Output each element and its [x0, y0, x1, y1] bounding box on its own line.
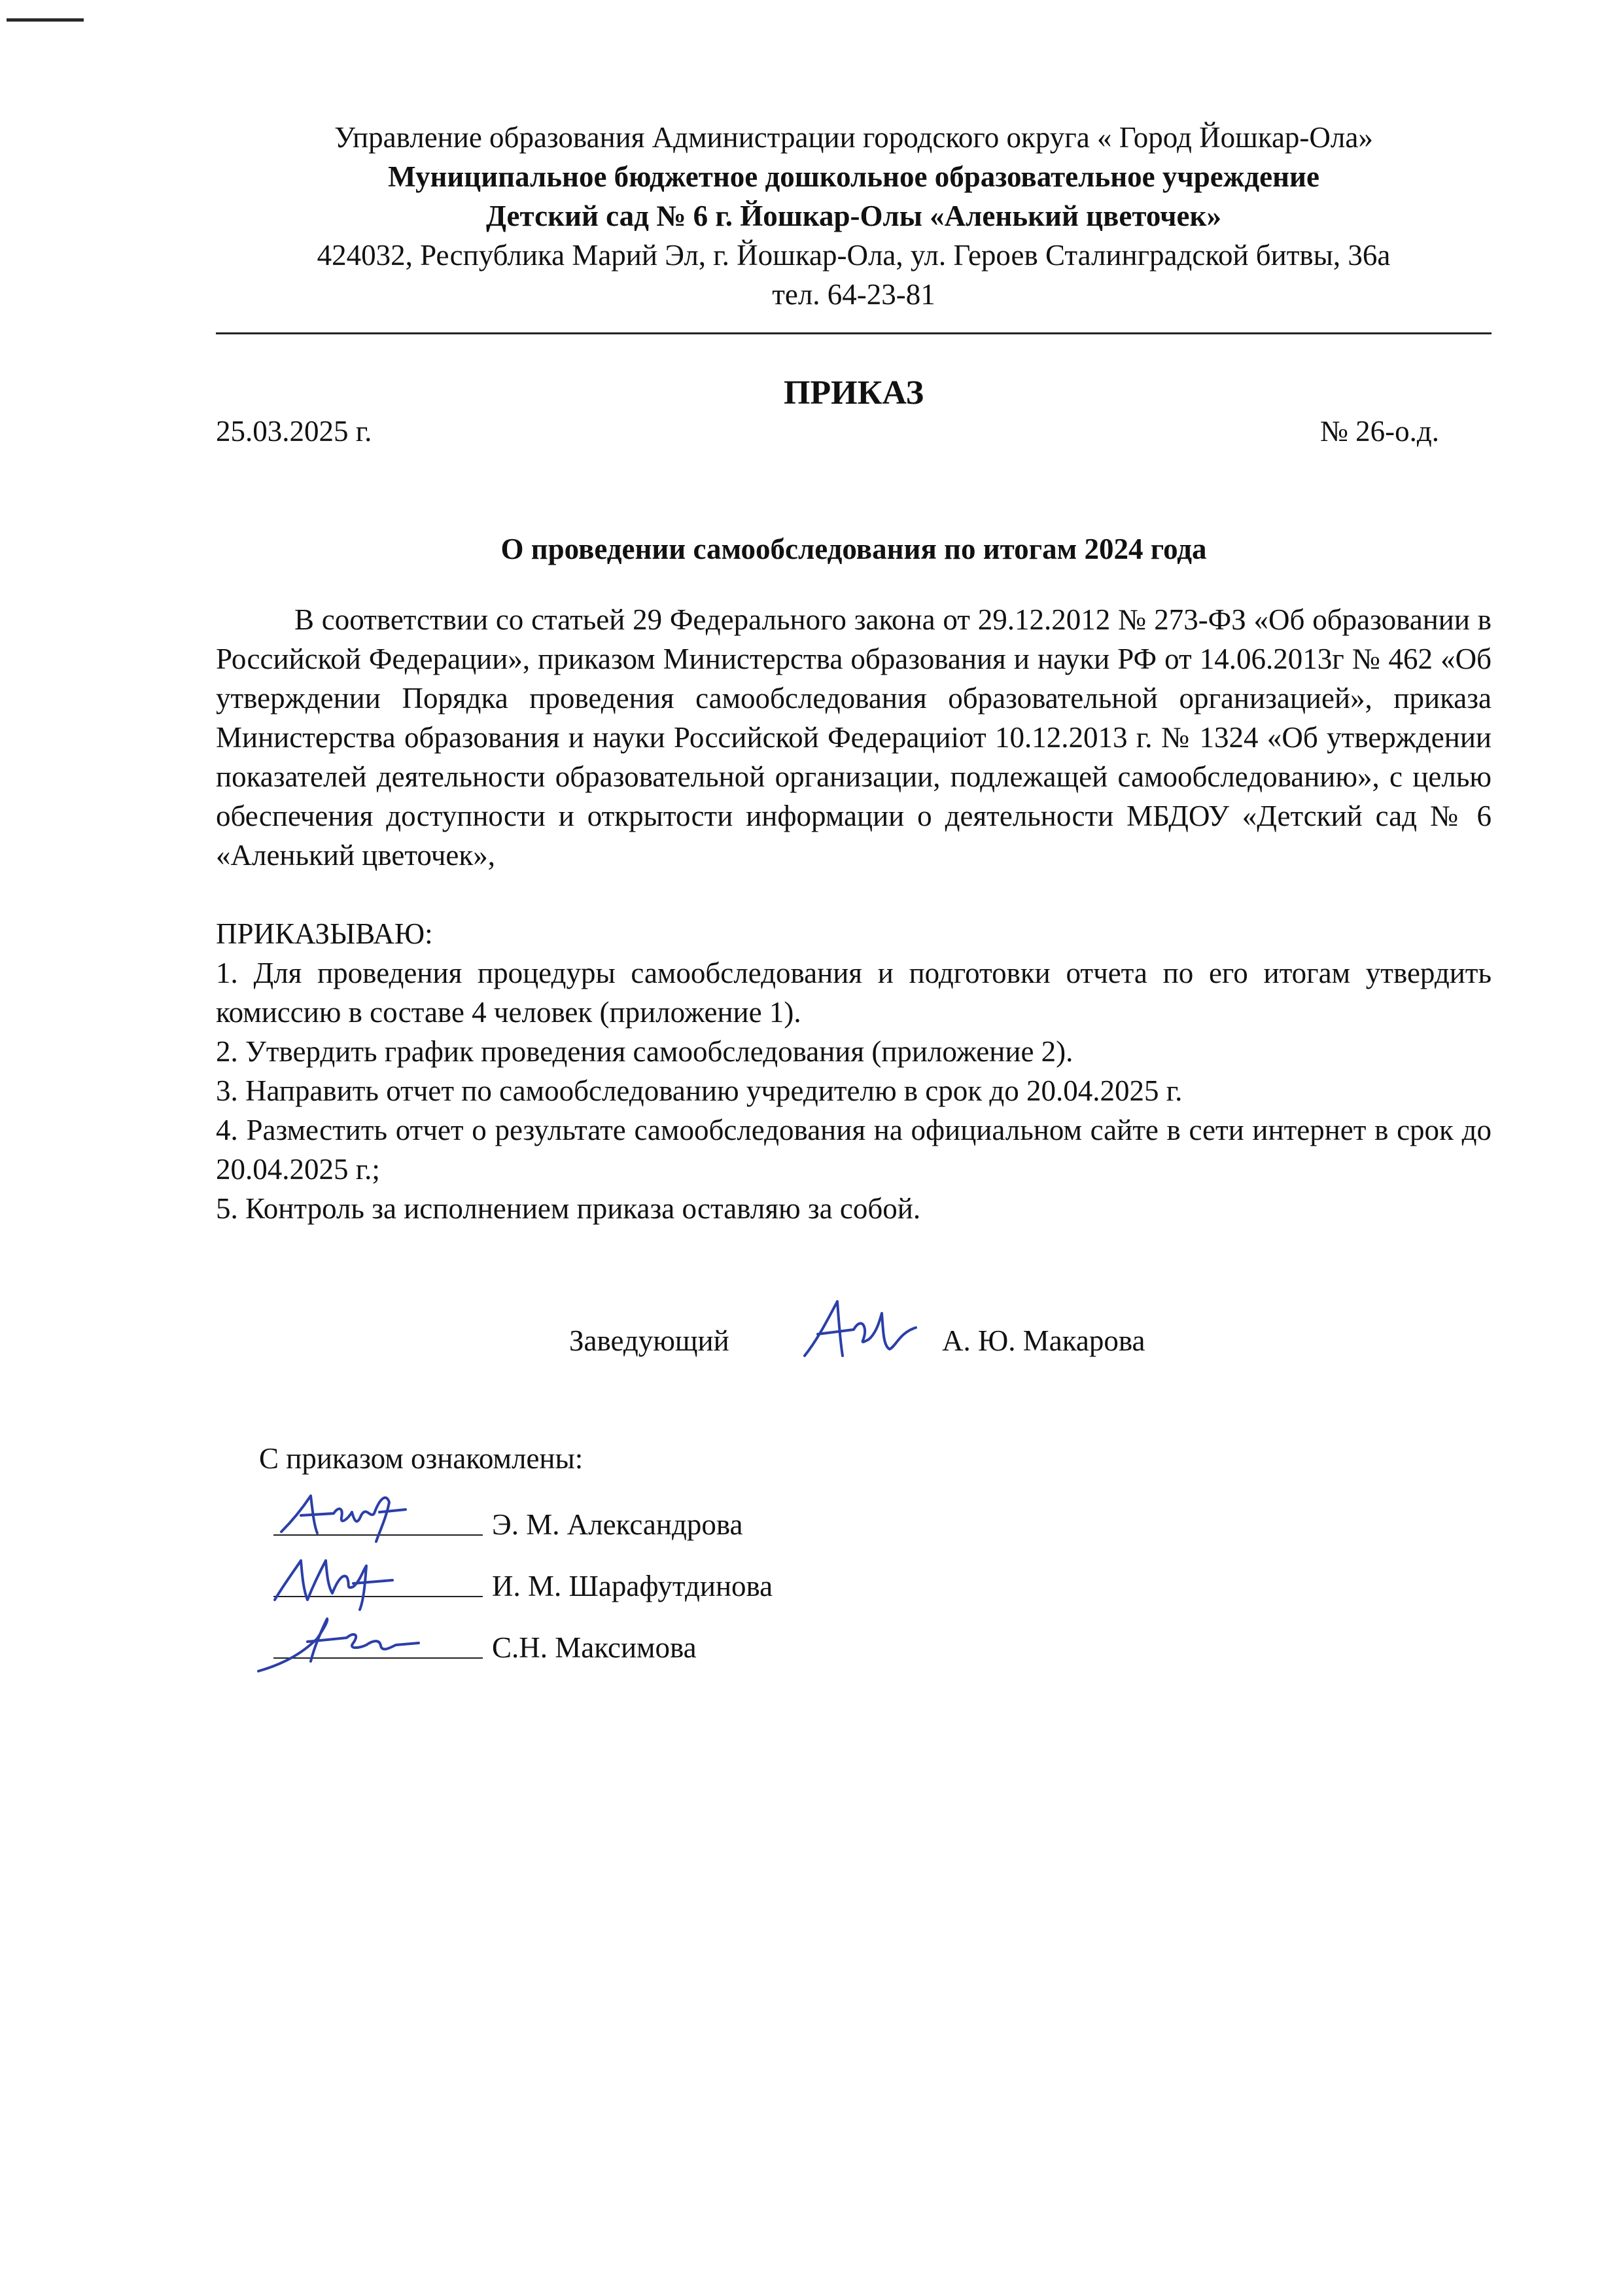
head-signature-icon: [792, 1294, 922, 1366]
letterhead-institution: Муниципальное бюджетное дошкольное образовательное учреждение: [388, 160, 1319, 193]
acquainted-person: С.Н. Максимова: [492, 1631, 697, 1664]
letterhead-kindergarten: Детский сад № 6 г. Йошкар-Олы «Аленький цветочек»: [486, 200, 1221, 232]
order-item: 3. Направить отчет по самообследованию учредителю в срок до 20.04.2025 г.: [216, 1074, 1183, 1107]
order-item: 4. Разместить отчет о результате самообследования на официальном сайте в сети интернет в срок до 20.04.2025 г.;: [216, 1114, 1492, 1186]
letterhead: [216, 118, 1492, 314]
handwritten-signature-icon: [255, 1547, 478, 1613]
handwritten-signature-icon: [255, 1486, 478, 1545]
order-number: № 26-о.д.: [1319, 415, 1439, 448]
letterhead-address: 424032, Республика Марий Эл, г. Йошкар-Ола, ул. Героев Сталинградской битвы, 36а: [317, 239, 1391, 272]
order-date-row: [216, 412, 1492, 451]
signatory-name: А. Ю. Макарова: [942, 1324, 1145, 1357]
order-subject: О проведении самообследования по итогам 2024 года: [500, 533, 1207, 565]
acquainted-person: И. М. Шарафутдинова: [492, 1570, 773, 1602]
letterhead-phone: тел. 64-23-81: [772, 278, 935, 311]
acquaintance-row: [216, 1553, 1492, 1614]
order-item: 2. Утвердить график проведения самообследования (приложение 2).: [216, 1035, 1073, 1068]
order-item: 1. Для проведения процедуры самообследования и подготовки отчета по его итогам утвердить комиссию в составе 4 человек (приложение 1).: [216, 957, 1492, 1029]
acquaintance-title: С приказом ознакомлены:: [259, 1442, 584, 1475]
order-item: 5. Контроль за исполнением приказа оставляю за собой.: [216, 1192, 921, 1225]
header-divider: [216, 332, 1492, 334]
order-directive-word: ПРИКАЗЫВАЮ:: [216, 917, 433, 950]
handwritten-signature-icon: [255, 1609, 491, 1681]
acquaintance-list: [216, 1491, 1492, 1676]
order-items: [216, 953, 1492, 1228]
letterhead-authority: Управление образования Администрации городского округа « Город Йошкар-Ола»: [334, 121, 1373, 154]
acquaintance-row: [216, 1491, 1492, 1553]
order-preamble: В соответствии со статьей 29 Федерального закона от 29.12.2012 № 273-ФЗ «Об образовании в Российской Федерации», приказом Министерства образования и науки РФ от 14.06.2013г № 462 «Об утверждении Порядка проведения самообследования образовательной организацией», приказа Министерства образования и науки Российской Федерациiот 10.12.2013 г. № 1324 «Об утверждении показателей деятельности образовательной организации, подлежащей самообследованию», с целью обеспечения доступности и открытости информации о деятельности МБДОУ «Детский сад № 6 «Аленький цветочек»,: [216, 603, 1492, 872]
scan-artifact-line: [7, 18, 84, 22]
acquainted-person: Э. М. Александрова: [492, 1508, 743, 1541]
document-page: [216, 118, 1492, 1676]
acquaintance-row: [216, 1614, 1492, 1676]
order-date: 25.03.2025 г.: [216, 415, 372, 448]
signatory-position: Заведующий: [569, 1324, 729, 1357]
head-signature-block: [216, 1300, 1492, 1379]
order-title: ПРИКАЗ: [783, 374, 924, 412]
